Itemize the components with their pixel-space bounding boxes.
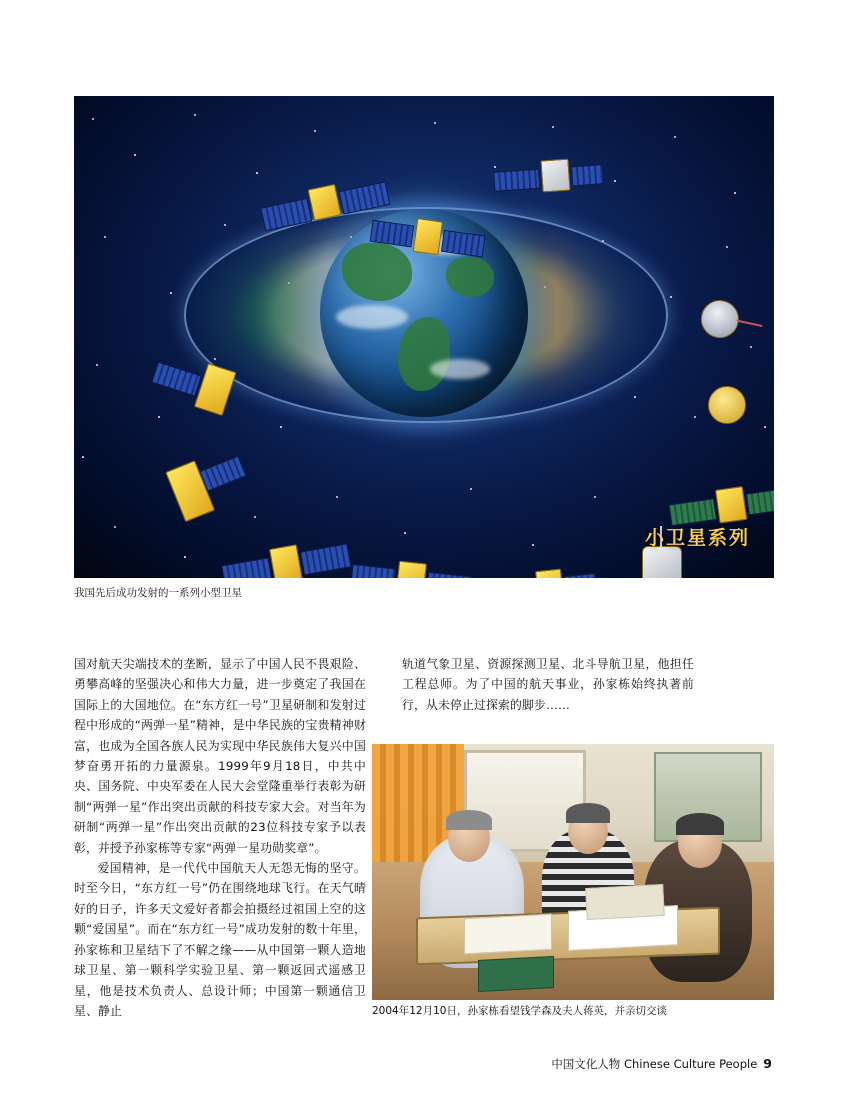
photo-person-head xyxy=(448,814,490,862)
body-column-right xyxy=(402,654,694,715)
satellite-10 xyxy=(666,270,773,377)
space-illustration xyxy=(74,96,774,578)
body-column-left xyxy=(74,654,366,1021)
photo-person-head xyxy=(568,808,608,854)
photo-green-folder xyxy=(478,956,554,992)
bottom-photograph xyxy=(372,744,774,1000)
paragraph: 轨道气象卫星、资源探测卫星、北斗导航卫星，他担任工程总师。为了中国的航天事业，孙家栋始终执著前行，从未停止过探索的脚步…… xyxy=(402,657,694,712)
photo-papers xyxy=(464,914,552,955)
bottom-figure-caption: 2004年12月10日，孙家栋看望钱学森及夫人蒋英，并亲切交谈 xyxy=(372,1005,667,1017)
photo-person-head xyxy=(678,818,722,868)
paragraph: 爱国精神，是一代代中国航天人无怨无悔的坚守。时至今日，“东方红一号”仍在围绕地球飞行。在天气晴好的日子，许多天文爱好者都会拍摄经过祖国上空的这颗“爱国星”。而在“东方红一号”成功发射的数十年里，孙家栋和卫星结下了不解之缘——从中国第一颗人造地球卫星、第一颗科学实验卫星、第一颗返回式遥感卫星，他是技术负责人、总设计师；中国第一颗通信卫星、静止 xyxy=(74,861,366,1018)
figure-overlay-title: 小卫星系列 xyxy=(644,527,750,549)
top-figure-caption: 我国先后成功发射的一系列小型卫星 xyxy=(74,587,242,599)
photo-magazine xyxy=(585,884,665,920)
paragraph: 国对航天尖端技术的垄断，显示了中国人民不畏艰险、勇攀高峰的坚强决心和伟大力量，进一步奠定了我国在国际上的大国地位。在“东方红一号”卫星研制和发射过程中形成的“两弹一星”精神，是中华民族的宝贵精神财富，也成为全国各族人民为实现中华民族伟大复兴中国梦奋勇开拓的力量源泉。1999年9月18日，中共中央、国务院、中央军委在人民大会堂隆重举行表彰为研制“两弹一星”作出突出贡献的科技专家大会。对当年为研制“两弹一星”作出突出贡献的23位科技专家予以表彰，并授予孙家栋等专家“两弹一星功勋奖章”。 xyxy=(74,657,366,855)
page-number: 9 xyxy=(763,1056,772,1071)
footer-label: 中国文化人物 Chinese Culture People xyxy=(551,1057,758,1071)
satellite-12 xyxy=(663,448,774,574)
satellite-2 xyxy=(364,190,495,296)
satellite-11 xyxy=(688,366,768,446)
satellite-3 xyxy=(492,144,607,222)
page-footer xyxy=(551,1056,772,1072)
